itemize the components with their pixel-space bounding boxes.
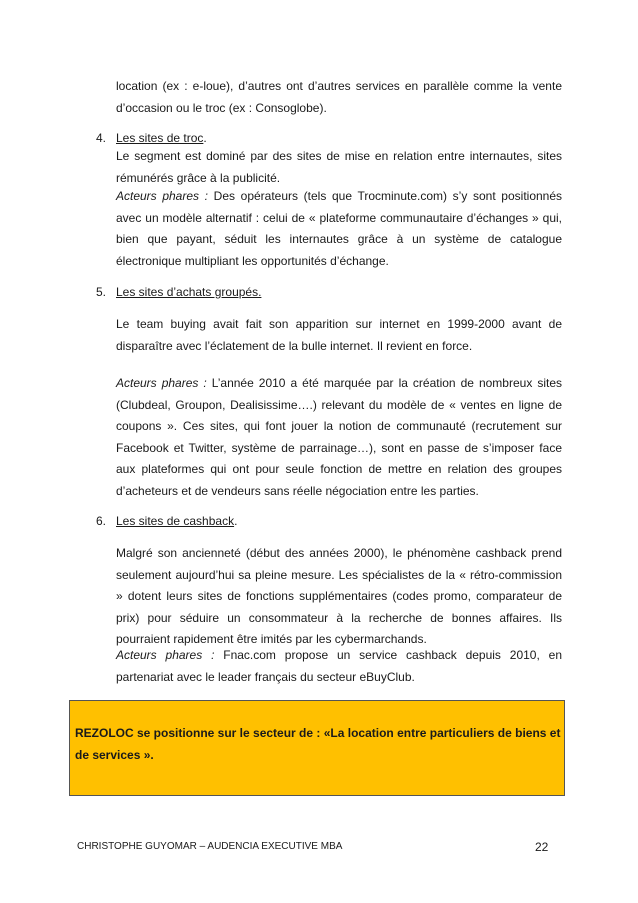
footer-text: CHRISTOPHE GUYOMAR – AUDENCIA EXECUTIVE MBA — [77, 841, 343, 852]
achats-groupes-paragraph: Le team buying avait fait son apparition sur internet en 1999-2000 avant de disparaître avec l’éclatement de la bulle internet. Il revient en force. — [116, 317, 562, 353]
page-number: 22 — [535, 840, 549, 854]
actors-label: Acteurs phares : — [116, 376, 207, 390]
callout-text: REZOLOC se positionne sur le secteur de : «La location entre particuliers de biens et de services ». — [75, 726, 561, 762]
actors-label: Acteurs phares : — [116, 648, 215, 662]
list-number-5: 5. — [96, 285, 107, 299]
achats-groupes-actors-paragraph — [116, 373, 562, 502]
section-title-suffix: . — [234, 514, 238, 528]
troc-actors-paragraph — [116, 186, 562, 272]
cashback-paragraph: Malgré son ancienneté (début des années 2000), le phénomène cashback prend seulement aujourd’hui sa pleine mesure. Les spécialistes de la « rétro-commission » dotent leurs sites de fonctions supplémentaires (codes promo, comparateur de prix) pour séduire un consommateur à la recherche de bonnes affaires. Ils pourraient rapidement être imités par les cybermarchands. — [116, 546, 562, 646]
list-number-6: 6. — [96, 514, 107, 528]
cashback-actors-paragraph — [116, 645, 562, 688]
troc-paragraph: Le segment est dominé par des sites de mise en relation entre internautes, sites rémunérés grâce à la publicité. — [116, 149, 562, 185]
intro-paragraph: location (ex : e-loue), d’autres ont d’autres services en parallèle comme la vente d’occasion ou le troc (ex : Consoglobe). — [116, 79, 562, 115]
actors-text: Fnac.com propose un service cashback depuis 2010, en partenariat avec le leader français du secteur eBuyClub. — [116, 648, 563, 684]
section-heading-achats-groupes: Les sites d’achats groupés. — [116, 285, 262, 299]
callout-box — [69, 700, 565, 796]
section-title-suffix: . — [203, 131, 207, 145]
section-title-cashback: Les sites de cashback — [116, 514, 235, 528]
section-heading-cashback — [116, 511, 237, 533]
list-number-4: 4. — [96, 131, 107, 145]
actors-text: Des opérateurs (tels que Trocminute.com) s’y sont positionnés avec un modèle alternatif : celui de « plateforme communautaire d’échanges » qui, bien que payant, séduit les internautes grâce à un système de catalogue électronique multipliant les opportunités d’échange. — [116, 189, 563, 268]
actors-text: L’année 2010 a été marquée par la création de nombreux sites (Clubdeal, Groupon, Dealisissime….) relevant du modèle de « ventes en ligne de coupons ». Ces sites, qui font jouer la notion de communauté (recrutement sur Facebook et Twitter, système de parrainage…), sont en passe de s’imposer face aux plateformes qui ont pour seule fonction de mettre en relation des groupes d’acheteurs et de vendeurs sans réelle négociation entre les parties. — [116, 376, 562, 498]
section-title-troc: Les sites de troc — [116, 131, 204, 145]
actors-label: Acteurs phares : — [116, 189, 209, 203]
